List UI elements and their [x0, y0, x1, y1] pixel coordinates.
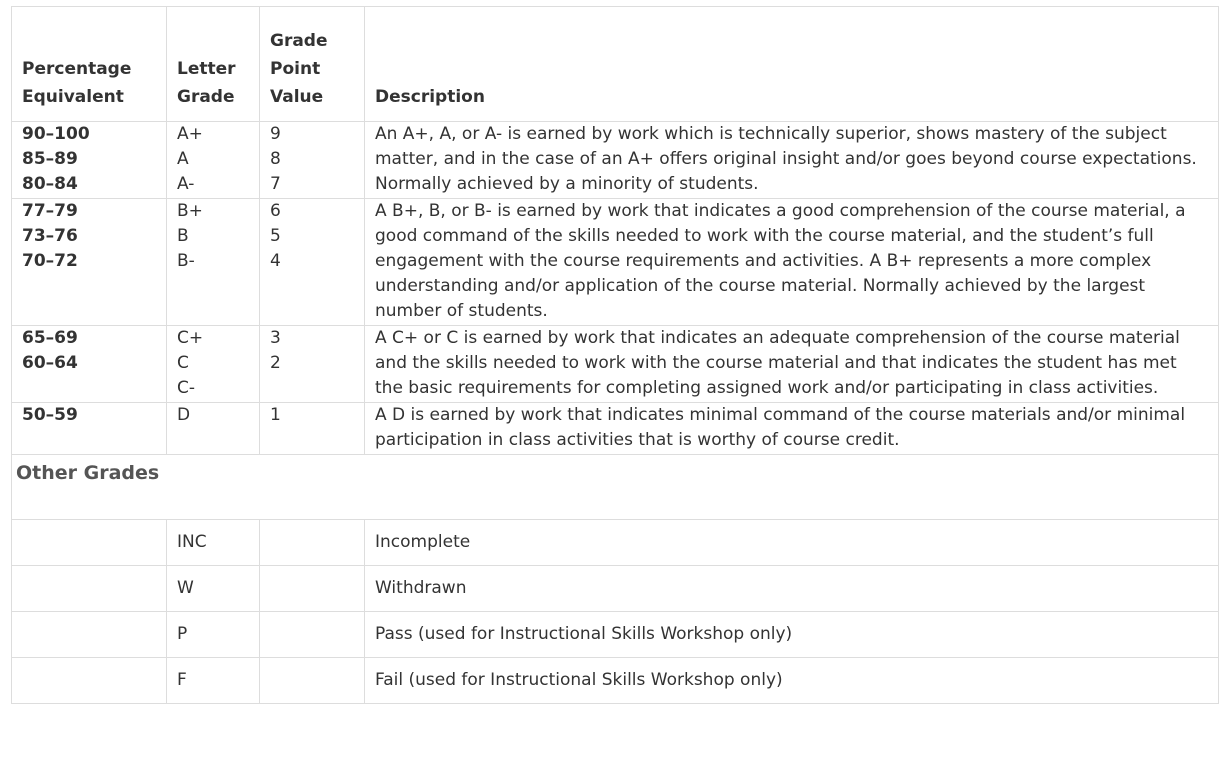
empty-cell	[12, 520, 167, 566]
letter-grade: A+	[177, 124, 203, 144]
description-cell: A C+ or C is earned by work that indicates an adequate comprehension of the course material and the skills needed to work with the course material and that indicates the student has met the basic requirements for completing assigned work and/or participating in class activities.	[365, 326, 1219, 403]
other-grade-description: Incomplete	[365, 520, 1219, 566]
table-row	[12, 612, 1219, 658]
description-cell: A D is earned by work that indicates minimal command of the course materials and/or minimal participation in class activities that is worthy of course credit.	[365, 403, 1219, 455]
empty-cell	[12, 658, 167, 704]
grade-point: 8	[270, 149, 281, 169]
letter-grade: A-	[177, 174, 195, 194]
percentage-range: 60–64	[22, 353, 78, 373]
percentage-cell	[12, 199, 167, 326]
letter-grade: B+	[177, 201, 203, 221]
header-text: Equivalent	[22, 87, 124, 107]
header-text: Value	[270, 87, 324, 107]
header-text: Point	[270, 59, 321, 79]
header-grade-point-value	[260, 7, 365, 122]
empty-cell	[260, 612, 365, 658]
header-description: Description	[365, 7, 1219, 122]
other-grades-title: Other Grades	[12, 455, 1219, 520]
grade-point: 1	[270, 405, 281, 425]
percentage-range: 50–59	[22, 405, 78, 425]
letter-grade-cell	[167, 326, 260, 403]
letter-grade: B	[177, 226, 189, 246]
letter-grade: A	[177, 149, 189, 169]
table-row	[12, 326, 1219, 403]
other-grade-code: F	[167, 658, 260, 704]
letter-grade: C-	[177, 378, 196, 398]
header-text: Letter	[177, 59, 236, 79]
grade-point-cell	[260, 199, 365, 326]
grade-point: 9	[270, 124, 281, 144]
header-text: Percentage	[22, 59, 132, 79]
grade-point: 2	[270, 353, 281, 373]
table-row	[12, 658, 1219, 704]
other-grade-description: Fail (used for Instructional Skills Workshop only)	[365, 658, 1219, 704]
percentage-range: 73–76	[22, 226, 78, 246]
description-cell: A B+, B, or B- is earned by work that indicates a good comprehension of the course material, a good command of the skills needed to work with the course material, and the student’s full engagement with the course requirements and activities. A B+ represents a more complex understanding and/or application of the course material. Normally achieved by the largest number of students.	[365, 199, 1219, 326]
empty-cell	[260, 566, 365, 612]
grade-point: 4	[270, 251, 281, 271]
letter-grade-cell	[167, 403, 260, 455]
empty-cell	[12, 566, 167, 612]
percentage-cell	[12, 326, 167, 403]
other-grade-code: P	[167, 612, 260, 658]
letter-grade: D	[177, 405, 191, 425]
letter-grade-cell	[167, 122, 260, 199]
header-text: Grade	[270, 31, 328, 51]
empty-cell	[260, 658, 365, 704]
other-grade-description: Pass (used for Instructional Skills Workshop only)	[365, 612, 1219, 658]
letter-grade: C+	[177, 328, 204, 348]
grade-point-cell	[260, 403, 365, 455]
grading-table	[11, 6, 1219, 704]
table-row	[12, 403, 1219, 455]
letter-grade-cell	[167, 199, 260, 326]
table-header-row	[12, 7, 1219, 122]
empty-cell	[12, 612, 167, 658]
percentage-range: 90–100	[22, 124, 90, 144]
grade-point-cell	[260, 326, 365, 403]
other-grade-code: W	[167, 566, 260, 612]
header-percentage-equivalent	[12, 7, 167, 122]
header-text: Grade	[177, 87, 235, 107]
description-cell: An A+, A, or A- is earned by work which is technically superior, shows mastery of the subject matter, and in the case of an A+ offers original insight and/or goes beyond course expectations. Normally achieved by a minority of students.	[365, 122, 1219, 199]
table-row	[12, 566, 1219, 612]
grade-point: 3	[270, 328, 281, 348]
percentage-range: 70–72	[22, 251, 78, 271]
empty-cell	[260, 520, 365, 566]
percentage-range: 80–84	[22, 174, 78, 194]
percentage-cell	[12, 403, 167, 455]
header-letter-grade	[167, 7, 260, 122]
percentage-range: 65–69	[22, 328, 78, 348]
other-grade-description: Withdrawn	[365, 566, 1219, 612]
grade-point: 6	[270, 201, 281, 221]
percentage-cell	[12, 122, 167, 199]
letter-grade: C	[177, 353, 189, 373]
table-row	[12, 520, 1219, 566]
table-row	[12, 199, 1219, 326]
grade-point: 7	[270, 174, 281, 194]
other-grades-header-row	[12, 455, 1219, 520]
letter-grade: B-	[177, 251, 195, 271]
other-grade-code: INC	[167, 520, 260, 566]
grade-point: 5	[270, 226, 281, 246]
grade-point-cell	[260, 122, 365, 199]
percentage-range: 85–89	[22, 149, 78, 169]
percentage-range: 77–79	[22, 201, 78, 221]
table-row	[12, 122, 1219, 199]
